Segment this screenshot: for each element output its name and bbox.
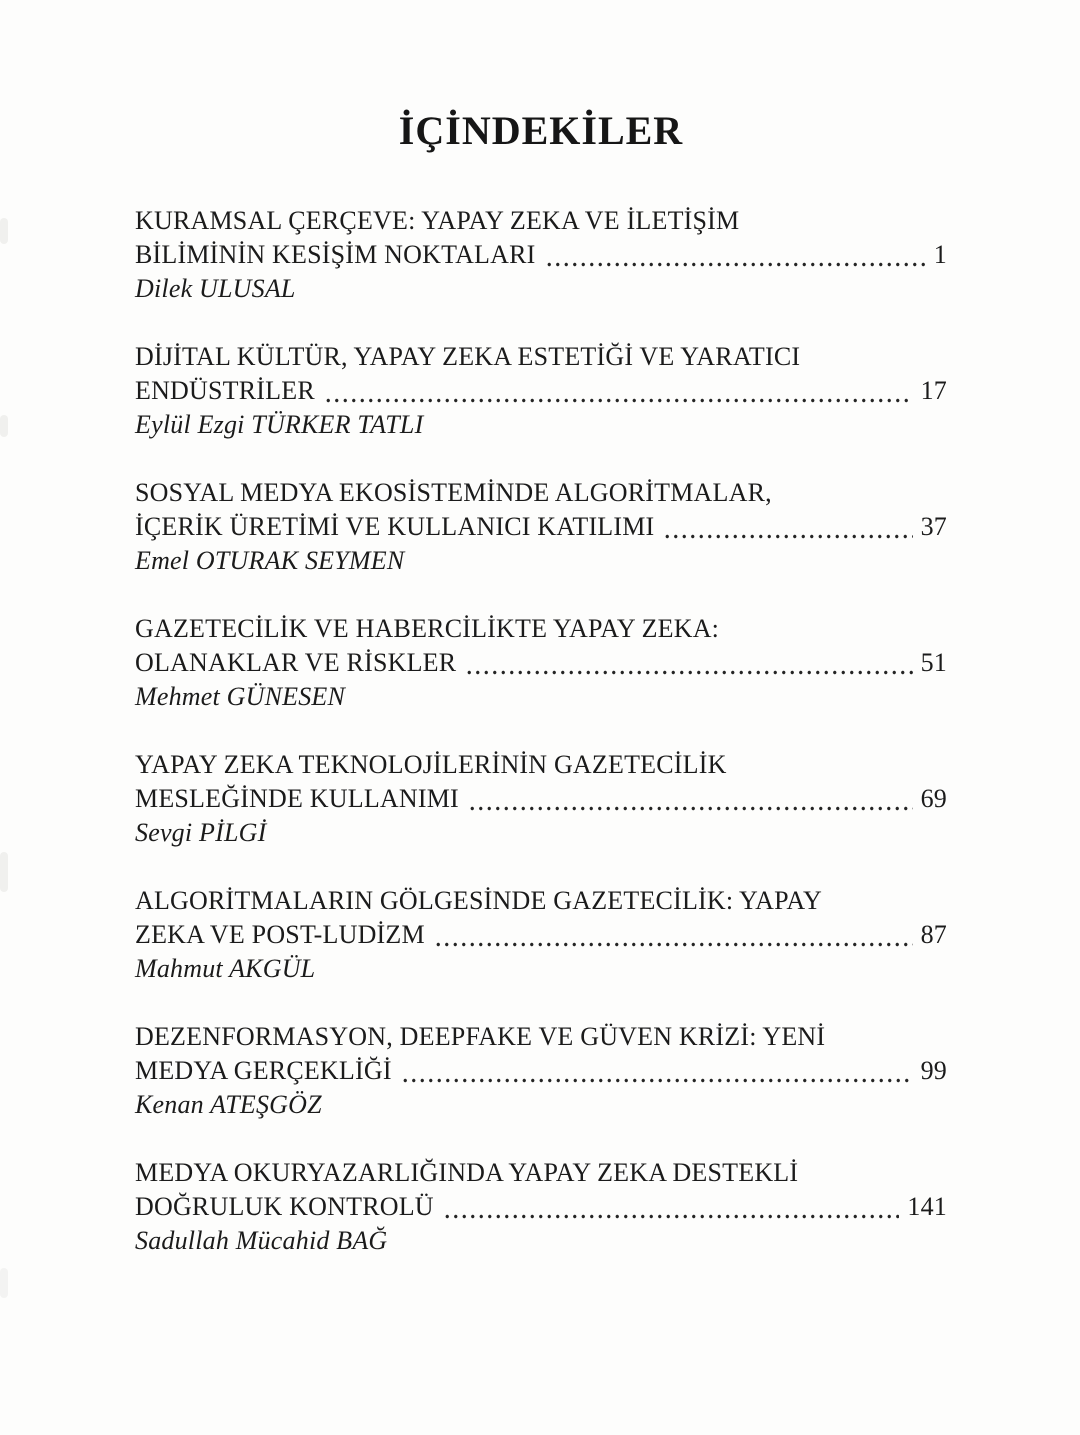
scan-artifact <box>0 218 8 244</box>
toc-entry <box>135 1156 947 1258</box>
entry-title-line-2-text: OLANAKLAR VE RİSKLER <box>135 648 457 677</box>
entry-title-line-2 <box>135 782 947 816</box>
entry-author: Eylül Ezgi TÜRKER TATLI <box>135 410 424 439</box>
page-title: İÇİNDEKİLER <box>398 108 684 153</box>
entry-title-line-2 <box>135 1054 947 1088</box>
entry-author: Sadullah Mücahid BAĞ <box>135 1226 388 1255</box>
entry-title-line-2-text: MESLEĞİNDE KULLANIMI <box>135 784 459 813</box>
entry-title-line-1: YAPAY ZEKA TEKNOLOJİLERİNİN GAZETECİLİK <box>135 750 727 779</box>
entry-title-line-1: GAZETECİLİK VE HABERCİLİKTE YAPAY ZEKA: <box>135 614 720 643</box>
entry-page-number: 1 <box>933 240 947 269</box>
scan-artifact <box>0 852 8 892</box>
entry-title-line-1: DEZENFORMASYON, DEEPFAKE VE GÜVEN KRİZİ: YENİ <box>135 1022 826 1051</box>
entry-title-line-1: KURAMSAL ÇERÇEVE: YAPAY ZEKA VE İLETİŞİM <box>135 206 740 235</box>
entry-title-line-2 <box>135 238 947 272</box>
entry-title-line-2-text: DOĞRULUK KONTROLÜ <box>135 1192 434 1221</box>
entry-author: Sevgi PİLGİ <box>135 818 267 847</box>
toc-entry <box>135 612 947 714</box>
dot-leader <box>543 238 926 272</box>
scan-artifact <box>0 415 8 437</box>
scan-artifact <box>0 1268 8 1298</box>
toc-entry <box>135 204 947 306</box>
dot-leader <box>441 1190 900 1224</box>
toc-entry <box>135 748 947 850</box>
entry-author: Emel OTURAK SEYMEN <box>135 546 405 575</box>
entry-title-line-2-text: ENDÜSTRİLER <box>135 376 315 405</box>
entry-title-line-1: ALGORİTMALARIN GÖLGESİNDE GAZETECİLİK: YAPAY <box>135 886 822 915</box>
entry-author: Mahmut AKGÜL <box>135 954 316 983</box>
dot-leader <box>661 510 912 544</box>
toc-entry <box>135 1020 947 1122</box>
entry-author: Dilek ULUSAL <box>135 274 296 303</box>
entry-page-number: 87 <box>920 920 947 949</box>
entry-title-line-2-text: İÇERİK ÜRETİMİ VE KULLANICI KATILIMI <box>135 512 655 541</box>
dot-leader <box>322 374 913 408</box>
entry-title-line-2 <box>135 646 947 680</box>
entry-title-line-1: DİJİTAL KÜLTÜR, YAPAY ZEKA ESTETİĞİ VE YARATICI <box>135 342 801 371</box>
entry-author: Mehmet GÜNESEN <box>135 682 346 711</box>
dot-leader <box>432 918 913 952</box>
entry-page-number: 141 <box>907 1192 947 1221</box>
dot-leader <box>466 782 913 816</box>
entry-title-line-2-text: ZEKA VE POST-LUDİZM <box>135 920 425 949</box>
toc-entry <box>135 476 947 578</box>
entry-page-number: 17 <box>920 376 947 405</box>
dot-leader <box>463 646 912 680</box>
entry-title-line-2 <box>135 510 947 544</box>
entry-page-number: 99 <box>920 1056 947 1085</box>
toc-entry <box>135 884 947 986</box>
entry-page-number: 51 <box>920 648 947 677</box>
entry-title-line-2 <box>135 918 947 952</box>
entry-page-number: 69 <box>920 784 947 813</box>
entry-title-line-1: MEDYA OKURYAZARLIĞINDA YAPAY ZEKA DESTEKLİ <box>135 1158 799 1187</box>
entry-title-line-2 <box>135 374 947 408</box>
entry-author: Kenan ATEŞGÖZ <box>135 1090 322 1119</box>
entry-title-line-2-text: BİLİMİNİN KESİŞİM NOKTALARI <box>135 240 536 269</box>
dot-leader <box>399 1054 913 1088</box>
entry-title-line-1: SOSYAL MEDYA EKOSİSTEMİNDE ALGORİTMALAR, <box>135 478 772 507</box>
entry-title-line-2 <box>135 1190 947 1224</box>
entry-title-line-2-text: MEDYA GERÇEKLİĞİ <box>135 1056 392 1085</box>
entry-page-number: 37 <box>920 512 947 541</box>
toc-entry <box>135 340 947 442</box>
